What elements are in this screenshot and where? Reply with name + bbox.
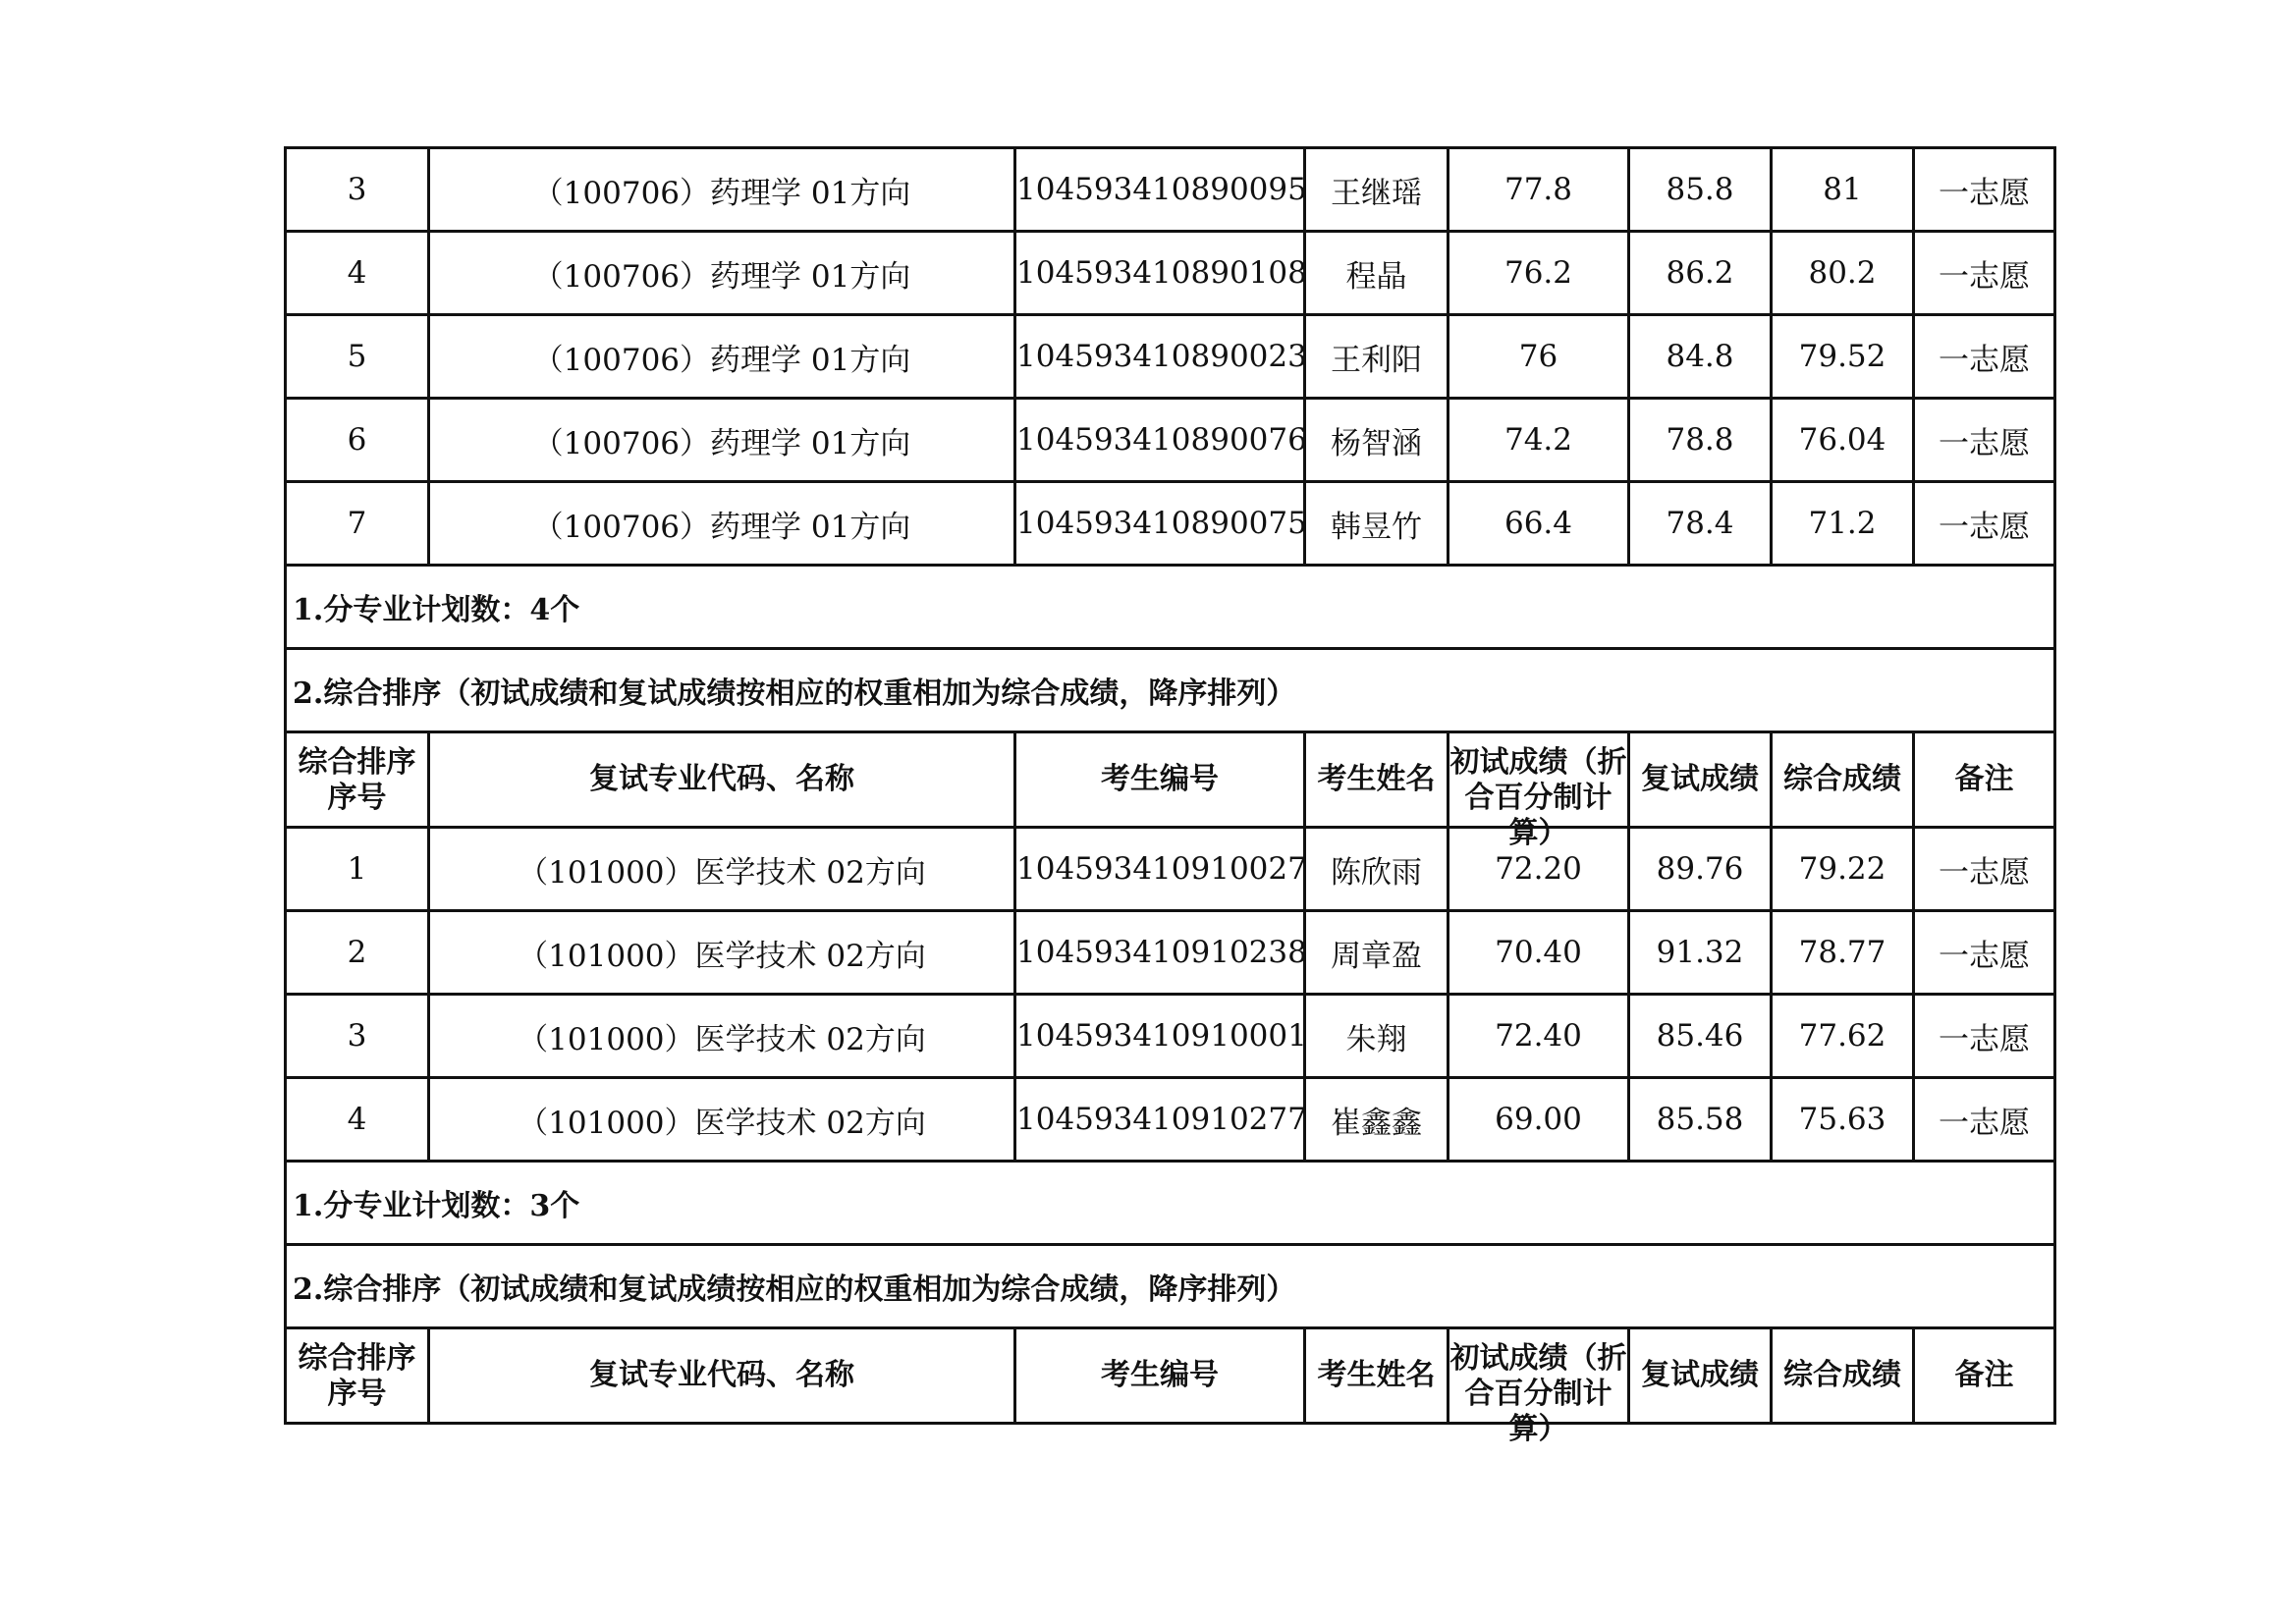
cell-initial: 66.4	[1449, 482, 1629, 566]
cell-total: 78.77	[1772, 911, 1914, 995]
header-exam-id: 考生编号	[1015, 732, 1305, 828]
header-retest: 复试成绩	[1629, 732, 1772, 828]
cell-total: 76.04	[1772, 399, 1914, 482]
table-row	[286, 399, 2055, 482]
cell-retest: 78.8	[1629, 399, 1772, 482]
cell-major: （100706）药理学 01方向	[429, 148, 1015, 232]
cell-total: 79.52	[1772, 315, 1914, 399]
header-major: 复试专业代码、名称	[429, 732, 1015, 828]
cell-name: 陈欣雨	[1305, 828, 1449, 911]
cell-retest: 85.8	[1629, 148, 1772, 232]
plan-note-row	[286, 566, 2055, 649]
header-initial	[1449, 732, 1629, 850]
cell-initial: 77.8	[1449, 148, 1629, 232]
cell-initial: 76.2	[1449, 232, 1629, 315]
cell-remark: 一志愿	[1914, 911, 2055, 995]
score-sheet	[284, 146, 2053, 1446]
cell-remark: 一志愿	[1914, 148, 2055, 232]
cell-retest: 85.58	[1629, 1078, 1772, 1162]
cell-total: 75.63	[1772, 1078, 1914, 1162]
cell-name: 杨智涵	[1305, 399, 1449, 482]
cell-name: 王继瑶	[1305, 148, 1449, 232]
cell-retest: 91.32	[1629, 911, 1772, 995]
header-initial	[1449, 1328, 1629, 1446]
header-total: 综合成绩	[1772, 1328, 1914, 1424]
cell-major: （101000）医学技术 02方向	[429, 995, 1015, 1078]
cell-initial: 69.00	[1449, 1078, 1629, 1162]
table-row	[286, 148, 2055, 232]
header-total: 综合成绩	[1772, 732, 1914, 828]
cell-exam-id: 104593410910027	[1015, 828, 1305, 911]
header-remark: 备注	[1914, 1328, 2055, 1424]
cell-major: （100706）药理学 01方向	[429, 315, 1015, 399]
cell-exam-id: 104593410910001	[1015, 995, 1305, 1078]
cell-total: 77.62	[1772, 995, 1914, 1078]
cell-rank: 5	[286, 315, 429, 399]
cell-total: 79.22	[1772, 828, 1914, 911]
cell-exam-id: 104593410910277	[1015, 1078, 1305, 1162]
header-row	[286, 1328, 2055, 1424]
cell-major: （101000）医学技术 02方向	[429, 828, 1015, 911]
cell-total: 81	[1772, 148, 1914, 232]
header-remark: 备注	[1914, 732, 2055, 828]
table-row	[286, 232, 2055, 315]
cell-initial: 76	[1449, 315, 1629, 399]
header-row	[286, 732, 2055, 828]
cell-rank: 7	[286, 482, 429, 566]
table-row	[286, 482, 2055, 566]
cell-rank: 3	[286, 995, 429, 1078]
cell-total: 71.2	[1772, 482, 1914, 566]
cell-retest: 84.8	[1629, 315, 1772, 399]
cell-major: （100706）药理学 01方向	[429, 232, 1015, 315]
table-row	[286, 911, 2055, 995]
table-row	[286, 828, 2055, 911]
cell-exam-id: 104593410890023	[1015, 315, 1305, 399]
plan-note: 1.分专业计划数：4个	[286, 566, 2055, 649]
cell-major: （101000）医学技术 02方向	[429, 911, 1015, 995]
header-retest: 复试成绩	[1629, 1328, 1772, 1424]
cell-remark: 一志愿	[1914, 482, 2055, 566]
header-name: 考生姓名	[1305, 732, 1449, 828]
cell-major: （100706）药理学 01方向	[429, 482, 1015, 566]
cell-major: （101000）医学技术 02方向	[429, 1078, 1015, 1162]
results-table-body	[286, 148, 2055, 1446]
header-rank-label: 综合排序序号	[298, 1341, 416, 1411]
cell-rank: 4	[286, 1078, 429, 1162]
cell-rank: 6	[286, 399, 429, 482]
table-row	[286, 1078, 2055, 1162]
header-initial-label: 初试成绩（折合百分制计算）	[1449, 1341, 1627, 1446]
cell-remark: 一志愿	[1914, 1078, 2055, 1162]
cell-remark: 一志愿	[1914, 995, 2055, 1078]
cell-retest: 78.4	[1629, 482, 1772, 566]
cell-name: 韩昱竹	[1305, 482, 1449, 566]
cell-initial: 72.20	[1449, 828, 1629, 911]
cell-exam-id: 104593410910238	[1015, 911, 1305, 995]
cell-rank: 3	[286, 148, 429, 232]
cell-remark: 一志愿	[1914, 232, 2055, 315]
cell-retest: 85.46	[1629, 995, 1772, 1078]
header-rank-label: 综合排序序号	[298, 745, 416, 815]
cell-retest: 89.76	[1629, 828, 1772, 911]
cell-remark: 一志愿	[1914, 315, 2055, 399]
cell-initial: 72.40	[1449, 995, 1629, 1078]
cell-exam-id: 104593410890095	[1015, 148, 1305, 232]
table-row	[286, 315, 2055, 399]
cell-name: 王利阳	[1305, 315, 1449, 399]
cell-rank: 2	[286, 911, 429, 995]
cell-exam-id: 104593410890108	[1015, 232, 1305, 315]
cell-remark: 一志愿	[1914, 399, 2055, 482]
cell-initial: 74.2	[1449, 399, 1629, 482]
cell-name: 崔鑫鑫	[1305, 1078, 1449, 1162]
header-initial-label: 初试成绩（折合百分制计算）	[1449, 745, 1627, 850]
cell-rank: 4	[286, 232, 429, 315]
header-rank	[286, 1328, 429, 1424]
cell-remark: 一志愿	[1914, 828, 2055, 911]
cell-name: 周章盈	[1305, 911, 1449, 995]
header-major: 复试专业代码、名称	[429, 1328, 1015, 1424]
cell-exam-id: 104593410890075	[1015, 482, 1305, 566]
results-table	[284, 146, 2056, 1446]
cell-rank: 1	[286, 828, 429, 911]
cell-name: 程晶	[1305, 232, 1449, 315]
header-exam-id: 考生编号	[1015, 1328, 1305, 1424]
header-rank	[286, 732, 429, 828]
header-name: 考生姓名	[1305, 1328, 1449, 1424]
cell-exam-id: 104593410890076	[1015, 399, 1305, 482]
cell-initial: 70.40	[1449, 911, 1629, 995]
plan-note: 1.分专业计划数：3个	[286, 1162, 2055, 1245]
rank-note: 2.综合排序（初试成绩和复试成绩按相应的权重相加为综合成绩，降序排列）	[286, 649, 2055, 732]
table-row	[286, 995, 2055, 1078]
rank-note: 2.综合排序（初试成绩和复试成绩按相应的权重相加为综合成绩，降序排列）	[286, 1245, 2055, 1328]
rank-note-row	[286, 649, 2055, 732]
cell-total: 80.2	[1772, 232, 1914, 315]
plan-note-row	[286, 1162, 2055, 1245]
cell-major: （100706）药理学 01方向	[429, 399, 1015, 482]
rank-note-row	[286, 1245, 2055, 1328]
cell-retest: 86.2	[1629, 232, 1772, 315]
cell-name: 朱翔	[1305, 995, 1449, 1078]
